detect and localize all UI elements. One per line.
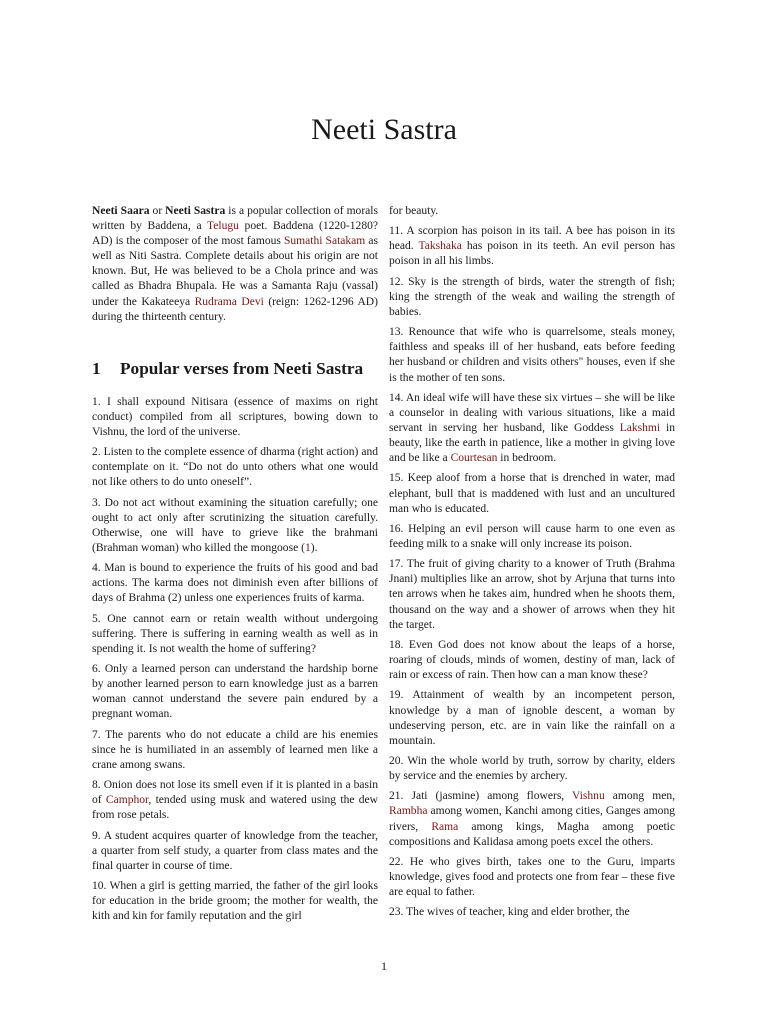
- right-column: [389, 204, 675, 926]
- verse-2: 2. Listen to the complete essence of dharma (right action) and contemplate on it. “Do not do unto others what one would not like others to do unto oneself”.: [92, 446, 378, 489]
- link-sumathi-satakam[interactable]: Sumathi Satakam: [283, 235, 366, 248]
- link-rudrama-devi[interactable]: Rudrama Devi: [194, 295, 264, 308]
- left-column: [92, 204, 378, 930]
- verse-text: has poison in its teeth. An evil person has poison in all his limbs.: [389, 240, 675, 268]
- page-title: Neeti Sastra: [311, 113, 457, 146]
- verse-text: 14. An ideal wife will have these six virtues – she will be like a counselor in dealing with various situations, like a maid servant in serving her husband, like Goddess: [389, 391, 675, 434]
- verse-17: 17. The fruit of giving charity to a knower of Truth (Brahma Jnani) multiplies like an arrow, shot by Arjuna that turns into ten arrows when he takes aim, hundred when he shoots them, thousand on the way and a shower of arrows when they hit the target.: [389, 558, 675, 631]
- verse-4: 4. Man is bound to experience the fruits of his good and bad actions. The karma does not diminish even after billions of days of Brahma (2) unless one experiences fruits of karma.: [92, 562, 378, 605]
- verse-text: in bedroom.: [497, 452, 557, 465]
- verse-7: 7. The parents who do not educate a child are his enemies since he is humiliated in an assembly of learned men like a crane among swans.: [92, 728, 378, 771]
- link-footnote-1[interactable]: 1: [304, 541, 311, 554]
- term-neeti-saara: Neeti Saara: [92, 205, 150, 217]
- verse-text: among kings, Magha among poetic compositions and Kalidasa among poets excel the others.: [389, 820, 675, 848]
- verse-text: ).: [310, 541, 318, 554]
- verse-14: [389, 391, 675, 466]
- verse-6: 6. Only a learned person can understand the hardship borne by another learned person to earn knowledge just as a barren woman cannot understand the severe pain endured by a pregnant woman.: [92, 663, 378, 721]
- link-courtesan[interactable]: Courtesan: [450, 452, 498, 465]
- intro-text: poet. Baddena (1220-1280? AD) is the composer of the most famous: [92, 220, 378, 248]
- intro-paragraph: [92, 204, 378, 325]
- verse-12: 12. Sky is the strength of birds, water the strength of fish; king the strength of the weak and wailing the strength of babies.: [389, 275, 675, 318]
- intro-text: or: [149, 205, 166, 217]
- verse-3: [92, 496, 378, 556]
- link-rama[interactable]: Rama: [431, 820, 459, 833]
- verse-text: 8. Onion does not lose its smell even if it is planted in a basin of: [92, 779, 378, 807]
- verse-text: among men,: [604, 790, 676, 803]
- section-number: 1: [92, 358, 101, 378]
- verse-text: 21. Jati (jasmine) among flowers,: [389, 790, 573, 803]
- link-vishnu[interactable]: Vishnu: [572, 790, 605, 803]
- verse-text: among women, Kanchi among cities, Ganges among rivers,: [389, 805, 675, 833]
- page-number: 1: [381, 959, 387, 973]
- verse-23: 23. The wives of teacher, king and elder brother, the: [389, 906, 630, 919]
- intro-text: as well as Niti Sastra. Complete details about his origin are not known. But, He was believed to be a Chola prince and was called as Bhadra Bhupala. He was a Samanta Raju (vassal) under the Kakateeya: [92, 235, 378, 308]
- link-camphor[interactable]: Camphor: [105, 794, 149, 807]
- verse-9: 9. A student acquires quarter of knowledge from the teacher, a quarter from self study, a quarter from class mates and the final quarter in course of time.: [92, 829, 378, 872]
- verse-8: [92, 778, 378, 823]
- link-rambha[interactable]: Rambha: [389, 805, 428, 818]
- intro-text: is a popular collection of morals written by Baddena, a: [92, 205, 378, 233]
- intro-text: (reign: 1262-1296 AD) during the thirteenth century.: [92, 295, 378, 323]
- verse-13: 13. Renounce that wife who is quarrelsome, steals money, faithless and speaks ill of her husband, eats before feeding her husband or children and visits others" houses, even if she is the mother of ten sons.: [389, 326, 675, 384]
- verse-10-continued: for beauty.: [389, 205, 439, 217]
- verse-15: 15. Keep aloof from a horse that is drenched in water, mad elephant, bull that is maddened with lust and an uncultured man who is educated.: [389, 472, 675, 515]
- verse-18: 18. Even God does not know about the leaps of a horse, roaring of clouds, minds of women, destiny of man, lack of rain or excess of rain. Then how can a man know these?: [389, 638, 675, 682]
- verse-text: 11. A scorpion has poison in its tail. A bee has poison in its head.: [389, 225, 675, 253]
- verse-22: 22. He who gives birth, takes one to the Guru, imparts knowledge, gives food and protects one from fear – these five are equal to father.: [389, 855, 675, 899]
- verse-16: 16. Helping an evil person will cause harm to one even as feeding milk to a snake will only increase its poison.: [389, 522, 675, 550]
- link-telugu[interactable]: Telugu: [207, 220, 239, 233]
- verse-text: , tended using musk and watered using the dew from rose petals.: [92, 794, 378, 822]
- section-title: Popular verses from Neeti Sastra: [120, 358, 364, 378]
- term-neeti-sastra: Neeti Sastra: [165, 205, 226, 217]
- verse-text: in beauty, like the earth in patience, like a mother in giving love and be like a: [389, 421, 675, 465]
- verse-10: 10. When a girl is getting married, the father of the girl looks for education in the bride groom; the mother for wealth, the kith and kin for family reputation and the girl: [92, 880, 378, 923]
- link-lakshmi[interactable]: Lakshmi: [619, 421, 661, 434]
- section-heading: [92, 358, 378, 380]
- verse-11: [389, 224, 675, 269]
- verse-20: 20. Win the whole world by truth, sorrow by charity, elders by service and the enemies by archery.: [389, 754, 675, 783]
- verse-text: 3. Do not act without examining the situation carefully; one ought to act only after scrutinizing the situation carefully. Otherwise, one will have to grieve like the brahmani (Brahman woman) who killed the mongoose (: [92, 496, 378, 554]
- verse-5: 5. One cannot earn or retain wealth without undergoing suffering. There is suffering in earning wealth as well as in spending it. Is not wealth the home of suffering?: [92, 612, 378, 655]
- verse-21: [389, 789, 675, 849]
- link-takshaka[interactable]: Takshaka: [418, 240, 462, 253]
- verse-1: 1. I shall expound Nitisara (essence of maxims on right conduct) compiled from all scriptures, bowing down to Vishnu, the lord of the universe.: [92, 395, 378, 438]
- verse-19: 19. Attainment of wealth by an incompetent person, knowledge by a man of ignoble descent, a woman by undeserving person, etc. are in vain like the rainfall on a mountain.: [389, 689, 675, 747]
